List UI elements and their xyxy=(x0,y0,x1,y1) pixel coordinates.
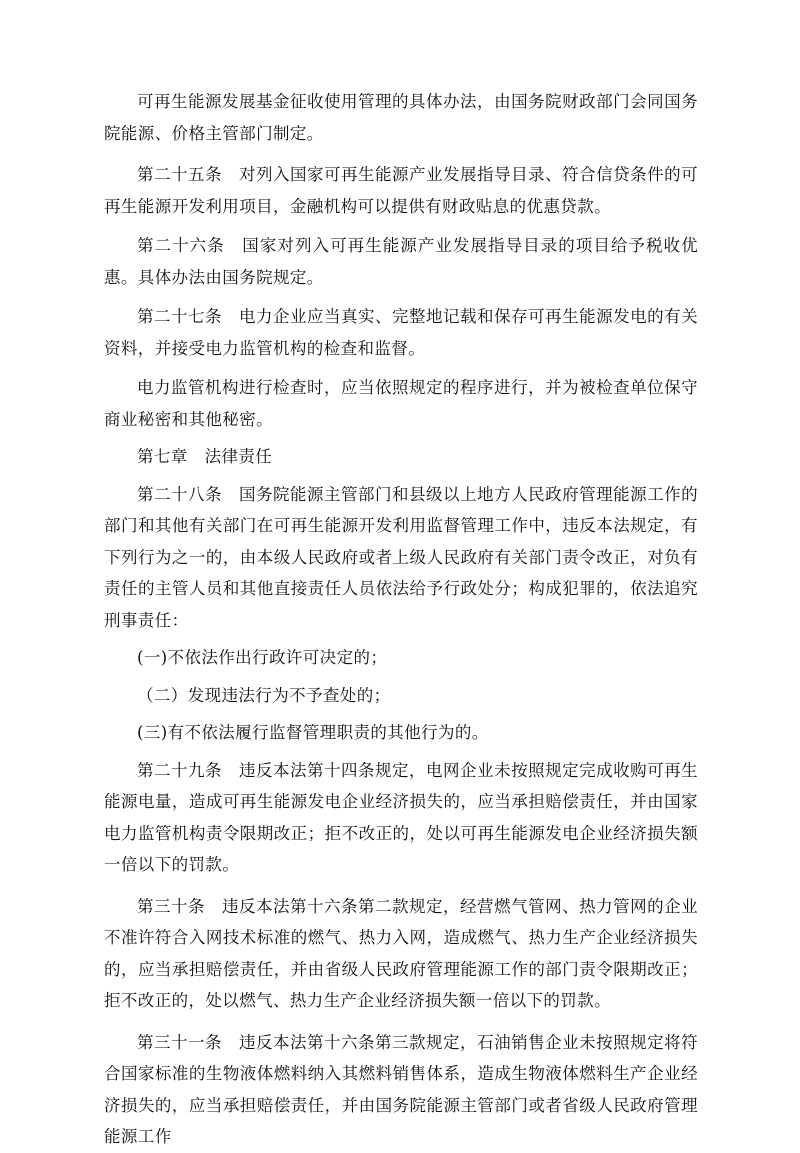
article-25: 第二十五条 对列入国家可再生能源产业发展指导目录、符合信贷条件的可再生能源开发利用项目，金融机构可以提供有财政贴息的优惠贷款。 xyxy=(104,165,698,216)
article-30: 第三十条 违反本法第十六条第二款规定，经营燃气管网、热力管网的企业不准许符合入网技术标准的燃气、热力入网，造成燃气、热力生产企业经济损失的，应当承担赔偿责任，并由省级人民政府管理能源工作的部门责令限期改正；拒不改正的，处以燃气、热力生产企业经济损失额一倍以下的罚款。 xyxy=(104,896,698,1010)
article-28: 第二十八条 国务院能源主管部门和县级以上地方人民政府管理能源工作的部门和其他有关部门在可再生能源开发利用监督管理工作中，违反本法规定，有下列行为之一的，由本级人民政府或者上级人民政府有关部门责令改正，对负有责任的主管人员和其他直接责任人员依法给予行政处分；构成犯罪的，依法追究刑事责任： xyxy=(104,484,698,630)
article-26: 第二十六条 国家对列入可再生能源产业发展指导目录的项目给予税收优惠。具体办法由国务院规定。 xyxy=(104,236,698,287)
article-27-paragraph-2: 电力监管机构进行检查时，应当依照规定的程序进行，并为被检查单位保守商业秘密和其他秘密。 xyxy=(104,378,698,429)
article-28-item-3: (三)有不依法履行监督管理职责的其他行为的。 xyxy=(137,723,489,742)
article-28-item-1: (一)不依法作出行政许可决定的； xyxy=(137,648,388,667)
document-page xyxy=(104,86,698,1153)
article-29: 第二十九条 违反本法第十四条规定，电网企业未按照规定完成收购可再生能源电量，造成可再生能源发电企业经济损失的，应当承担赔偿责任，并由国家电力监管机构责令限期改正；拒不改正的，处以可再生能源发电企业经济损失额一倍以下的罚款。 xyxy=(104,760,698,874)
chapter-7-heading: 第七章 法律责任 xyxy=(137,447,273,466)
article-27: 第二十七条 电力企业应当真实、完整地记载和保存可再生能源发电的有关资料，并接受电力监管机构的检查和监督。 xyxy=(104,307,698,358)
article-28-item-2: （二）发现违法行为不予查处的； xyxy=(137,685,391,705)
article-31: 第三十一条 违反本法第十六条第三款规定，石油销售企业未按照规定将符合国家标准的生物液体燃料纳入其燃料销售体系，造成生物液体燃料生产企业经济损失的，应当承担赔偿责任，并由国务院能源主管部门或者省级人民政府管理能源工作 xyxy=(104,1032,698,1146)
paragraph-fund-management: 可再生能源发展基金征收使用管理的具体办法，由国务院财政部门会同国务院能源、价格主管部门制定。 xyxy=(104,92,698,143)
